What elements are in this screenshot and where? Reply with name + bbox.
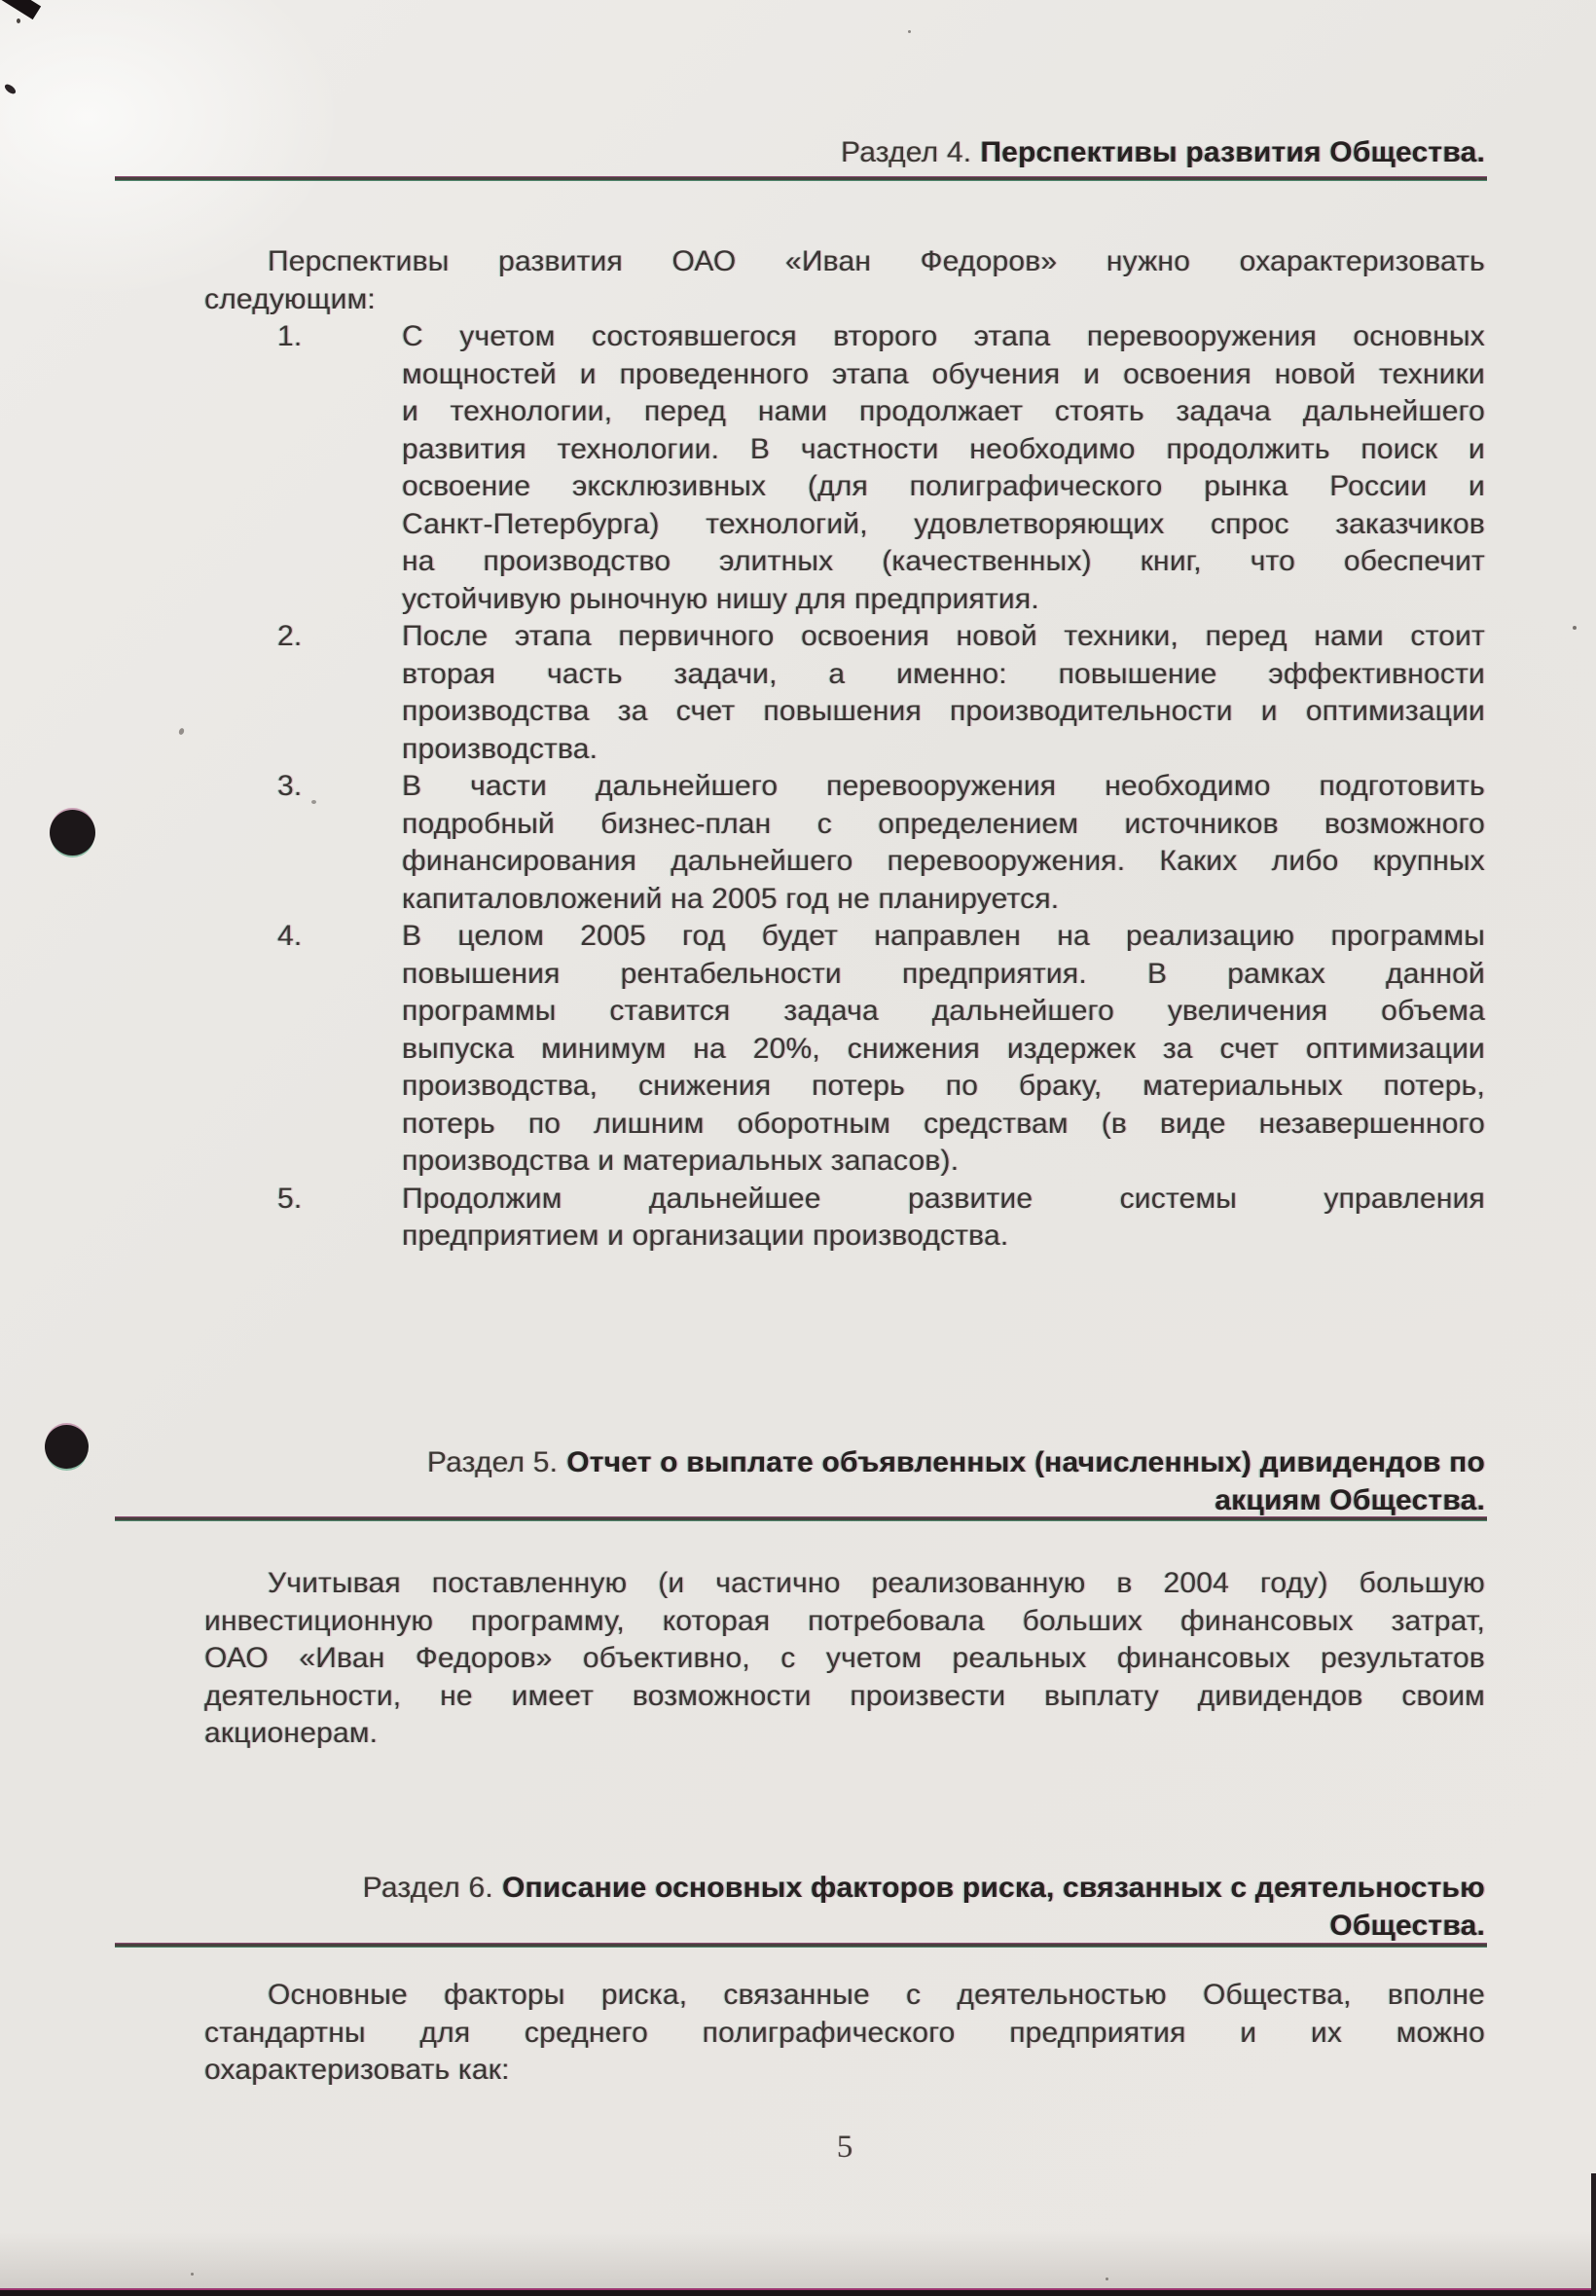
list-item-1-text (402, 318, 1485, 618)
section-6-paragraph (204, 1977, 1485, 2090)
text-line: повышения рентабельности предприятия. В рамках данной (402, 957, 1485, 990)
list-item-4-text (402, 918, 1485, 1181)
text-line: производства за счет повышения производительности и оптимизации (402, 695, 1485, 727)
list-item-2-text (402, 618, 1485, 768)
text-line: Учитывая поставленную (и частично реализованную в 2004 году) большую (268, 1567, 1485, 1599)
section-6-heading-line-2: Общества. (1329, 1909, 1485, 1942)
section-5-heading (204, 1444, 1485, 1519)
text-line: устойчивую рыночную нишу для предприятия. (402, 582, 1039, 615)
text-line: и технологии, перед нами продолжает стоять задача дальнейшего (402, 395, 1485, 427)
hole-punch-mark (45, 1425, 89, 1469)
text-line: инвестиционную программу, которая потребовала больших финансовых затрат, (204, 1604, 1485, 1637)
text-line: После этапа первичного освоения новой техники, перед нами стоит (402, 620, 1485, 652)
text-line: Перспективы развития ОАО «Иван Федоров» нужно охарактеризовать (268, 245, 1485, 277)
list-item-4-number: 4. (277, 920, 303, 952)
text-line: подробный бизнес-план с определением источников возможного (402, 807, 1485, 840)
scan-speck (178, 727, 185, 735)
text-line: производства. (402, 732, 598, 765)
section-5-heading-line-1 (204, 1444, 1485, 1482)
section-6-heading (204, 1870, 1485, 1945)
text-line: развития технологии. В частности необходимо продолжить поиск и (402, 432, 1485, 465)
scan-corner-mark (0, 0, 41, 19)
section-5-heading-prefix: Раздел 5. (426, 1446, 559, 1478)
text-line: ОАО «Иван Федоров» объективно, с учетом реальных финансовых результатов (204, 1642, 1485, 1674)
section-6-heading-title: Описание основных факторов риска, связанных с деятельностью (501, 1872, 1485, 1904)
section-4-heading-prefix: Раздел 4. (841, 136, 972, 168)
section-6-rule (115, 1943, 1487, 1948)
list-item-2 (204, 618, 1485, 768)
scan-shadow-band (0, 2231, 1596, 2289)
list-item-5-number: 5. (277, 1182, 303, 1215)
list-item-3 (204, 768, 1485, 918)
scan-edge-sliver (1591, 2173, 1596, 2296)
text-line: стандартны для среднего полиграфического предприятия и их можно (204, 2016, 1485, 2049)
page-number: 5 (836, 2130, 853, 2165)
text-line: капиталовложений на 2005 год не планируется. (402, 882, 1060, 915)
section-4-heading (204, 134, 1485, 172)
section-6-heading-line-1 (204, 1870, 1485, 1908)
text-line: освоение эксклюзивных (для полиграфического рынка России и (402, 470, 1485, 502)
list-item-4 (204, 918, 1485, 1181)
text-line: Основные факторы риска, связанные с деятельностью Общества, вполне (268, 1979, 1485, 2011)
section-4-intro-paragraph (204, 243, 1485, 318)
list-item-3-text (402, 768, 1485, 918)
text-line: программы ставится задача дальнейшего увеличения объема (402, 995, 1485, 1027)
text-line: акционерам. (204, 1717, 379, 1749)
section-5-paragraph (204, 1565, 1485, 1753)
scan-speck (17, 18, 20, 23)
list-item-5 (204, 1181, 1485, 1256)
text-line: предприятием и организации производства. (402, 1220, 1009, 1252)
list-item-5-text (402, 1181, 1485, 1256)
section-4-rule (115, 176, 1487, 181)
scan-edge-bar (0, 2288, 1596, 2296)
section-5-heading-line-2: акциям Общества. (1215, 1483, 1485, 1516)
text-line: производства, снижения потерь по браку, материальных потерь, (402, 1070, 1485, 1102)
section-4-numbered-list (204, 318, 1485, 1256)
list-item-3-number: 3. (277, 770, 303, 802)
text-line: на производство элитных (качественных) книг, что обеспечит (402, 545, 1485, 577)
text-line: производства и материальных запасов). (402, 1145, 960, 1177)
text-line: Санкт-Петербурга) технологий, удовлетворяющих спрос заказчиков (402, 507, 1485, 540)
section-6-heading-prefix: Раздел 6. (362, 1872, 493, 1904)
list-item-2-number: 2. (277, 620, 303, 652)
text-line: С учетом состоявшегося второго этапа перевооружения основных (402, 320, 1485, 352)
list-item-1-number: 1. (277, 320, 303, 352)
text-line: выпуска минимум на 20%, снижения издержек за счет оптимизации (402, 1032, 1485, 1065)
text-line: потерь по лишним оборотным средствам (в виде незавершенного (402, 1107, 1485, 1140)
text-line: мощностей и проведенного этапа обучения и освоения новой техники (402, 357, 1485, 390)
text-line: деятельности, не имеет возможности произвести выплату дивидендов своим (204, 1679, 1485, 1712)
text-line: вторая часть задачи, а именно: повышение эффективности (402, 657, 1485, 690)
scan-speck (908, 30, 911, 33)
text-line: финансирования дальнейшего перевооружения. Каких либо крупных (402, 845, 1485, 877)
list-item-1 (204, 318, 1485, 618)
text-line: Продолжим дальнейшее развитие системы управления (402, 1182, 1485, 1215)
section-4-heading-title: Перспективы развития Общества. (980, 136, 1485, 168)
scan-speck (3, 83, 18, 96)
section-5-heading-title: Отчет о выплате объявленных (начисленных) дивидендов по (566, 1446, 1485, 1478)
text-line: охарактеризовать как: (204, 2054, 510, 2086)
text-line: В части дальнейшего перевооружения необходимо подготовить (402, 770, 1485, 802)
section-5-rule (115, 1516, 1487, 1521)
scan-speck (1573, 626, 1577, 630)
hole-punch-mark (50, 810, 95, 856)
text-line: В целом 2005 год будет направлен на реализацию программы (402, 920, 1485, 952)
text-line: следующим: (204, 282, 376, 315)
